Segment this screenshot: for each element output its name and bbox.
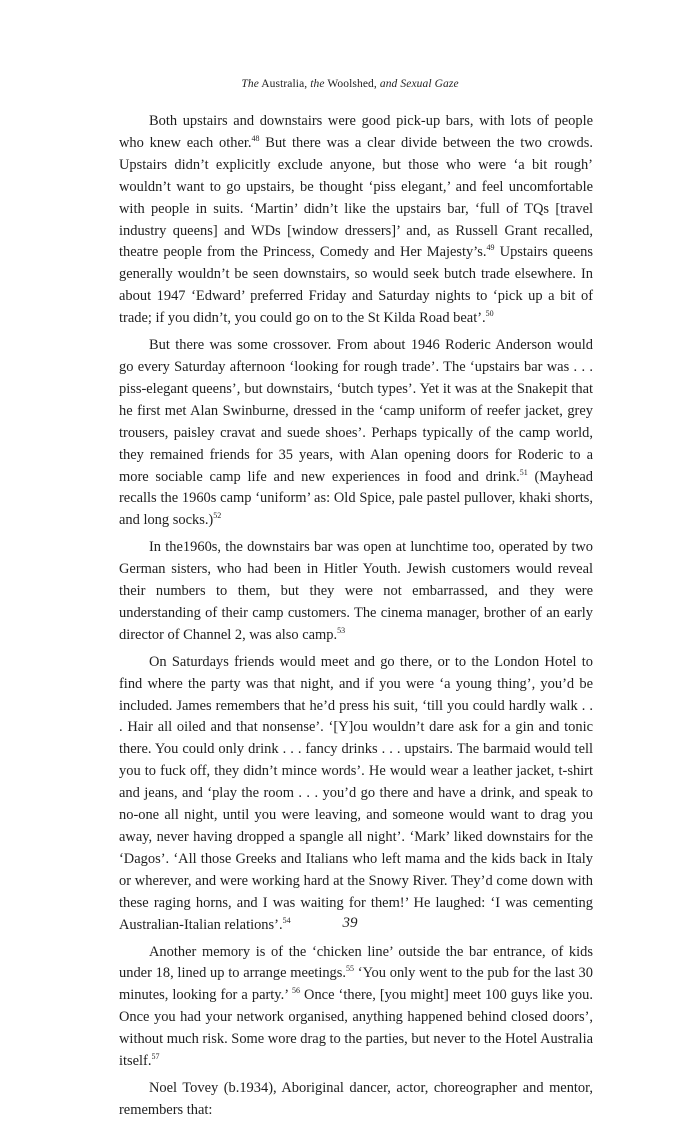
paragraph-text: Another memory is of the ‘chicken line’ outside the bar entrance, of kids under 18, lined up to arrange meetings. xyxy=(119,943,593,982)
paragraph-text: But there was a clear divide between the two crowds. Upstairs didn’t explicitly exclude anyone, but those who were ‘a bit rough’ wouldn’t want to go upstairs, be thought ‘piss elegant,’ and feel uncomfortable with people in suits. ‘Martin’ didn’t like the upstairs bar, ‘full of TQs [travel industry queens] and WDs [window dressers]’ and, as Russell Grant recalled, theatre people from the Princess, Comedy and Her Majesty’s. xyxy=(119,134,594,261)
page-number: 39 xyxy=(342,915,358,931)
footnote-marker: 57 xyxy=(151,1052,160,1062)
body-text xyxy=(119,111,593,1127)
paragraph-text: Noel Tovey (b.1934), Aboriginal dancer, actor, choreographer and mentor, remembers that: xyxy=(119,1079,593,1118)
paragraph-text: But there was some crossover. From about 1946 Roderic Anderson would go every Saturday afternoon ‘looking for rough trade’. The ‘upstairs bar was . . . piss-elegant queens’, but downstairs, ‘butch types’. Yet it was at the Snakepit that he first met Alan Swinburne, dressed in the ‘camp uniform of reefer jacket, grey trousers, paisley cravat and suede shoes’. Perhaps typically of the camp world, they remained friends for 35 years, with Alan opening doors for Roderic to a more sociable camp life and new experiences in food and drink. xyxy=(119,337,593,485)
paragraph-text: In the1960s, the downstairs bar was open at lunchtime too, operated by two German sisters, who had been in Hitler Youth. Jewish customers would reveal their numbers to them, but they were not embarrassed, and they were understanding of their camp customers. The cinema manager, brother of an early director of Channel 2, was also camp. xyxy=(119,539,593,643)
body-paragraph xyxy=(119,942,593,1073)
paragraph-text: ‘You only went to the pub for the last 30 minutes, looking for a party.’ xyxy=(119,965,593,1004)
footnote-marker: 55 xyxy=(346,964,354,974)
paragraph-text: Once ‘there, [you might] meet 100 guys like you. Once you had your network organised, anything happened behind closed doors’, without much risk. Some wore drag to the parties, but never to the Hotel Australia itself. xyxy=(119,987,593,1070)
footnote-marker: 54 xyxy=(282,915,291,925)
footnote-marker: 51 xyxy=(519,467,528,477)
footnote-marker: 50 xyxy=(485,309,494,319)
body-paragraph xyxy=(119,537,593,647)
body-paragraph xyxy=(119,652,593,937)
body-paragraph xyxy=(119,111,593,330)
running-head: The Australia, the Woolshed, and Sexual Gaze xyxy=(241,78,459,90)
footnote-marker: 49 xyxy=(486,243,495,253)
body-paragraph xyxy=(119,335,593,532)
footnote-marker: 48 xyxy=(251,134,260,144)
paragraph-text: Both upstairs and downstairs were good pick-up bars, with lots of people who knew each other. xyxy=(119,113,593,151)
paragraph-text: Upstairs queens generally wouldn’t be seen downstairs, so would seek butch trade elsewhere. In about 1947 ‘Edward’ preferred Friday and Saturday nights to ‘pick up a bit of trade; if you didn’t, you could go on to the St Kilda Road beat’. xyxy=(119,244,593,327)
body-paragraph xyxy=(119,1078,593,1122)
footnote-marker: 56 xyxy=(291,986,300,996)
paragraph-text: On Saturdays friends would meet and go there, or to the London Hotel to find where the party was that night, and if you were ‘a young thing’, you’d be included. James remembers that he’d press his suit, ‘till you could hardly walk . . . Hair all oiled and that nonsense’. ‘[Y]ou wouldn’t dare ask for a gin and tonic there. You could only drink . . . fancy drinks . . . upstairs. The barmaid would tell you to fuck off, they didn’t mince words’. He would wear a leather jacket, t-shirt and jeans, and ‘play the room . . . you’d go there and have a drink, and speak to no-one all night, until you were leaving, and someone would want to drag you away, never having dropped a spangle all night’. ‘Mark’ liked downstairs for the ‘Dagos’. ‘All those Greeks and Italians who left mama and the kids back in Italy or wherever, and were working hard at the Snowy River. They’d come down with these raging horns, and I was waiting for them!’ He laughed: ‘I was cementing Australian-Italian relations’. xyxy=(119,653,593,933)
footnote-marker: 53 xyxy=(337,626,346,636)
footnote-marker: 52 xyxy=(213,511,222,521)
paragraph-text: (Mayhead recalls the 1960s camp ‘uniform’ as: Old Spice, pale pastel pullover, khaki shorts, and long socks.) xyxy=(119,468,593,529)
